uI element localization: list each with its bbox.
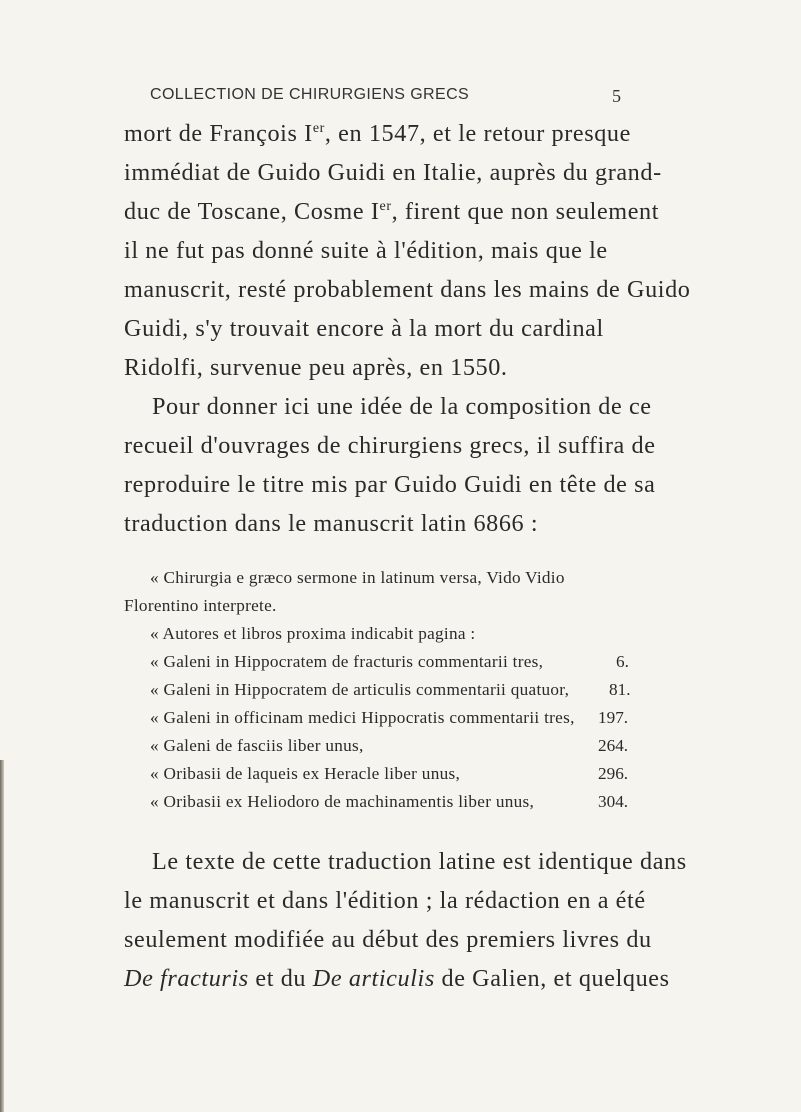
quote-item: « Galeni de fasciis liber unus, [150,736,364,755]
quote-item-page: 197. [598,708,629,727]
text-line: il ne fut pas donné suite à l'édition, mais que le [124,237,608,264]
italic-title: De articulis [312,965,435,992]
quote-item-page: 296. [598,764,629,783]
text-line: seulement modifiée au début des premiers livres du [124,926,652,953]
quote-line: Florentino interprete. [124,596,277,615]
quote-item-page: 264. [598,736,629,755]
text-line: recueil d'ouvrages de chirurgiens grecs, il suffira de [124,432,656,459]
text-line: Ridolfi, survenue peu après, en 1550. [124,354,508,381]
quote-item-page: 81. [609,680,631,699]
text-line: immédiat de Guido Guidi en Italie, auprès du grand- [124,159,662,186]
page-header [0,86,801,106]
text-line: traduction dans le manuscrit latin 6866 : [124,510,539,537]
text-line: mort de François Ier, en 1547, et le retour presque [124,120,631,147]
text-line: Pour donner ici une idée de la composition de ce [152,393,652,420]
page-number: 5 [612,86,621,106]
page-edge-shadow [0,760,4,1112]
text-line: manuscrit, resté probablement dans les mains de Guido [124,276,691,303]
running-head: COLLECTION DE CHIRURGIENS GRECS [150,86,470,103]
quote-item: « Oribasii ex Heliodoro de machinamentis liber unus, [150,792,535,811]
quote-line: « Autores et libros proxima indicabit pagina : [150,624,476,643]
italic-title: De fracturis [124,965,249,992]
text-line: le manuscrit et dans l'édition ; la rédaction en a été [124,887,646,914]
quote-line: « Chirurgia e græco sermone in latinum versa, Vido Vidio [150,568,565,587]
quote-item: « Galeni in Hippocratem de articulis commentarii quatuor, [150,680,570,699]
quote-item-page: 304. [598,792,629,811]
quote-item: « Galeni in officinam medici Hippocratis commentarii tres, [150,708,575,727]
text-line: De fracturis et du De articulis de Galien, et quelques [124,965,670,992]
text-line: Le texte de cette traduction latine est identique dans [152,848,687,875]
text-line: duc de Toscane, Cosme Ier, firent que non seulement [124,198,660,225]
quote-item-page: 6. [616,652,629,671]
text-line: Guidi, s'y trouvait encore à la mort du cardinal [124,315,604,342]
quote-item: « Galeni in Hippocratem de fracturis commentarii tres, [150,652,544,671]
text-line: reproduire le titre mis par Guido Guidi en tête de sa [124,471,656,498]
quote-item: « Oribasii de laqueis ex Heracle liber unus, [150,764,461,783]
